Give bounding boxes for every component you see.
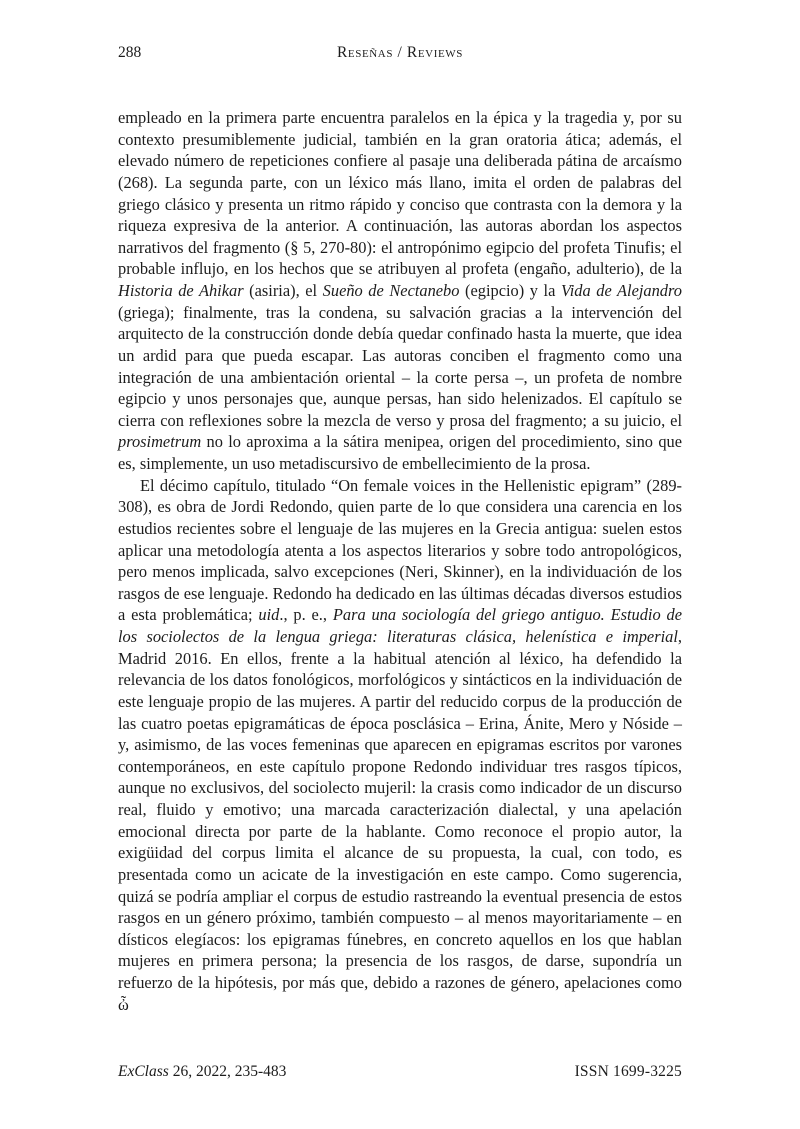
page-header [118, 44, 682, 66]
page-number: 288 [118, 44, 142, 61]
footer-journal-reference [118, 1063, 286, 1081]
paragraph-chapter-ten [118, 475, 682, 1016]
footer-issn: ISSN 1699-3225 [574, 1063, 682, 1080]
paragraph-fragment-analysis [118, 107, 682, 475]
page-footer [118, 1063, 682, 1081]
italic-text-run: Vida de Alejandro [560, 281, 682, 300]
text-run: 26, 2022, 235-483 [168, 1063, 287, 1080]
italic-text-run: Historia de Ahikar [118, 281, 244, 300]
text-run: ., p. e., [279, 605, 333, 625]
review-text-block [118, 107, 682, 1015]
text-run: (griega); finalmente, tras la condena, su salvación gracias a la intervención del arquitecto de la construcción donde debía quedar confinado hasta la muerte, que idea un ardid para que pueda escapar. Las autoras conciben el fragmento como una integración de una ambientación oriental – la corte persa –, un profeta de nombre egipcio y unos personajes que, aunque persas, han sido helenizados. El capítulo se cierra con reflexiones sobre la mezcla de verso y prosa del fragmento; a su juicio, el [118, 302, 682, 430]
italic-text-run: ExClass [118, 1063, 169, 1080]
text-run: El décimo capítulo, titulado “On female voices in the Hellenistic epigram” (289-308), es obra de Jordi Redondo, quien parte de lo que considera una carencia en los estudios recientes sobre el lenguaje de las mujeres en la Grecia antigua: suelen estos aplicar una metodología atenta a los aspectos literarios y sobre todo antropológicos, pero menos implicada, salvo excepciones (Neri, Skinner), en la individuación de los rasgos de ese lenguaje. Redondo ha dedicado en las últimas décadas diversos estudios a esta problemática; [118, 475, 682, 625]
text-run: (asiria), el [243, 281, 323, 300]
text-run: , Madrid 2016. En ellos, frente a la habitual atención al léxico, ha defendido la relevancia de los datos fonológicos, morfológicos y sintácticos en la individuación de este lenguaje propio de las mujeres. A partir del reducido corpus de la producción de las cuatro poetas epigramáticas de época posclásica – Erina, Ánite, Mero y Nóside – y, asimismo, de las voces femeninas que aparecen en epigramas escritos por varones contemporáneos, en este capítulo propone Redondo individuar tres rasgos típicos, aunque no exclusivos, del sociolecto mujeril: la crasis como indicador de un discurso real, fluido y emotivo; una marcada caracterización dialectal, y una apelación emocional directa por parte de la hablante. Como reconoce el propio autor, la exigüidad del corpus limita el alcance de su propuesta, la cual, con todo, es presentada como un acicate de la investigación en este campo. Como sugerencia, quizá se podría ampliar el corpus de estudio rastreando la eventual presencia de estos rasgos en un género próximo, también compuesto – al menos mayoritariamente – en dísticos elegíacos: los epigramas fúnebres, en concreto aquellos en los que hablan mujeres en primera persona; la presencia de los rasgos, de darse, supondría un refuerzo de la hipótesis, por más que, debido a razones de género, apelaciones como ὦ [118, 627, 682, 1014]
italic-text-run: Para una sociología del griego antiguo. Estudio de los sociolectos de la lengua griega: literaturas clásica, helenística e imperial [118, 605, 682, 646]
text-run: empleado en la primera parte encuentra paralelos en la épica y la tragedia y, por su contexto presumiblemente judicial, también en la gran oratoria ática; además, el elevado número de repeticiones confiere al pasaje una deliberada pátina de arcaísmo (268). La segunda parte, con un léxico más llano, imita el orden de palabras del griego clásico y presenta un ritmo rápido y conciso que contrasta con la demora y la riqueza expresiva de la anterior. A continuación, las autoras abordan los aspectos narrativos del fragmento (§ 5, 270-80): el antropónimo egipcio del profeta Tinufis; el probable influjo, en los hechos que se atribuyen al profeta (engaño, adulterio), de la [118, 108, 682, 279]
text-run: (egipcio) y la [459, 281, 561, 300]
italic-text-run: prosimetrum [118, 432, 202, 452]
italic-text-run: Sueño de Nectanebo [322, 281, 460, 300]
text-run: no lo aproxima a la sátira menipea, origen del procedimiento, sino que es, simplemente, un uso metadiscursivo de embellecimiento de la prosa. [118, 432, 682, 473]
running-title: Reseñas / Reviews [336, 44, 464, 61]
italic-text-run: uid [258, 605, 280, 625]
